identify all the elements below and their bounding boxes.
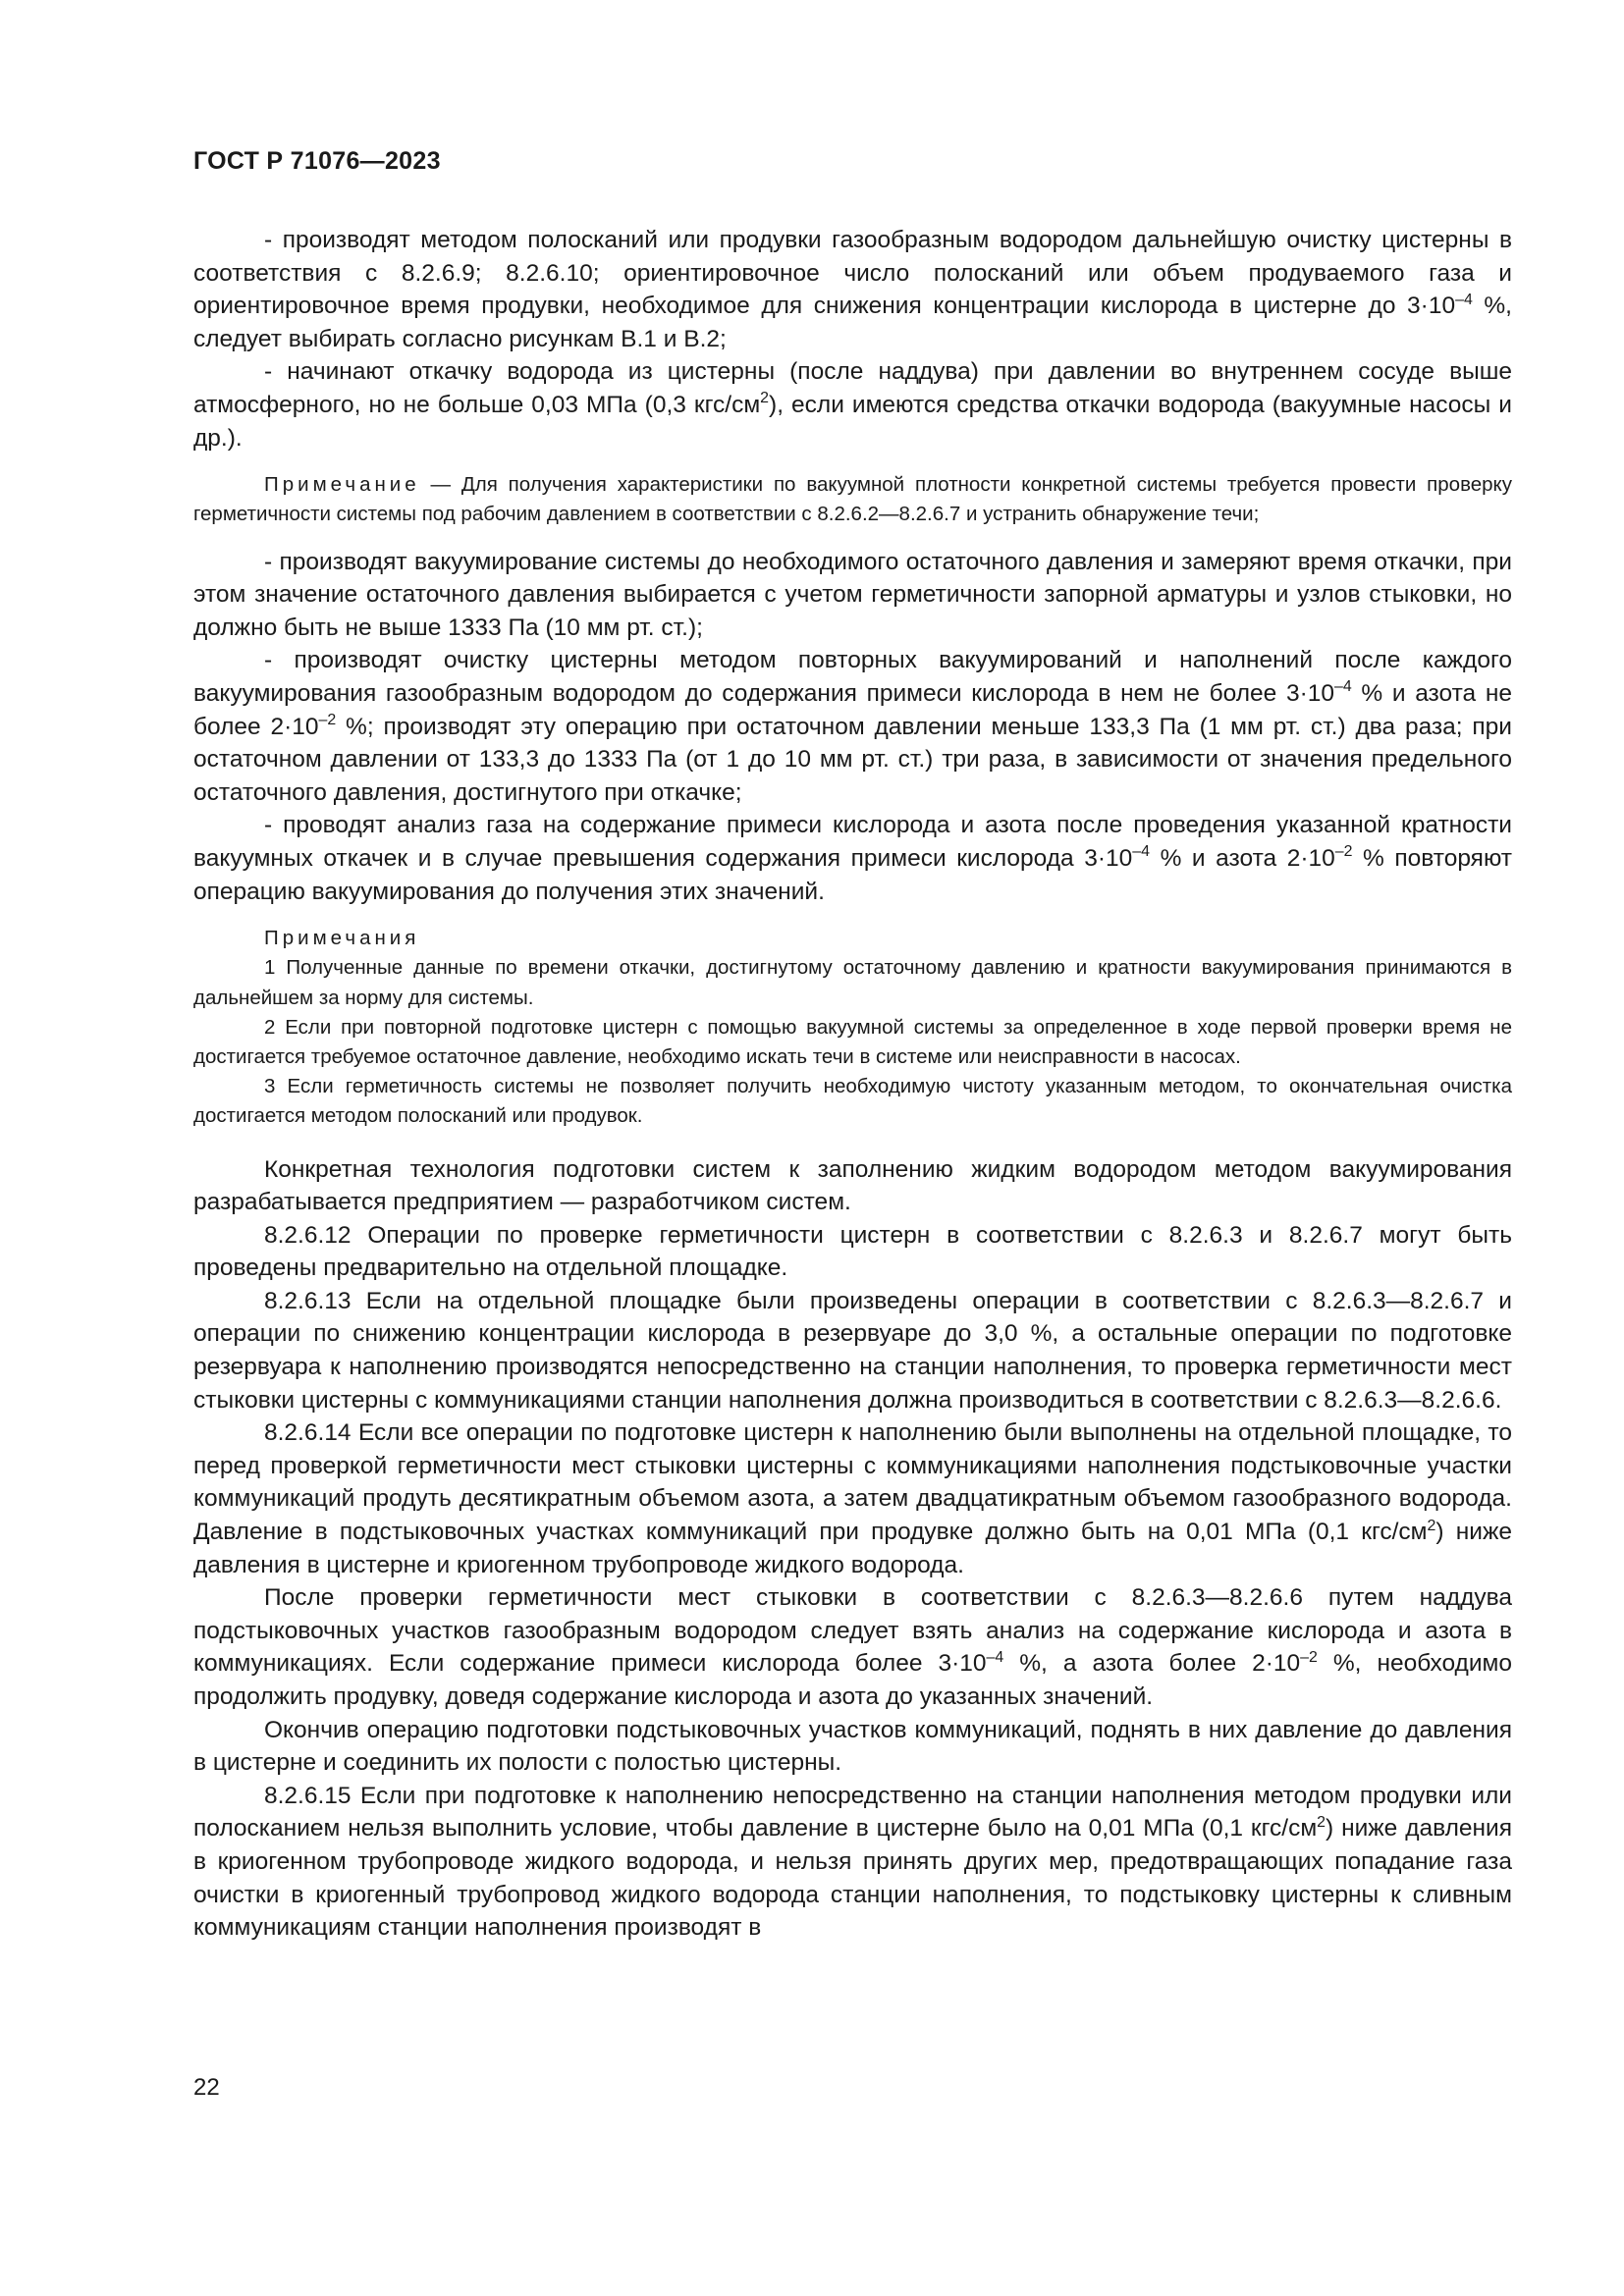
paragraph: - проводят анализ газа на содержание примеси кислорода и азота после проведения указанной кратности вакуумных откачек и в случае превышения содержания примеси кислорода $3\cdot 10^{-4}$ % и азота $2\cdot 10^{-2}$ % повторяют операцию вакуумирования до получения этих значений. (193, 812, 1513, 905)
paragraph: - начинают откачку водорода из цистерны (после наддува) при давлении во внутреннем сосуде выше атмосферного, но не больше 0,03 МПа (0,3 кгс/$см^2$), если имеются средства откачки водорода (вакуумные насосы и др.). (193, 358, 1512, 452)
note-item: 1 Полученные данные по времени откачки, достигнутому остаточному давлению и кратности вакуумирования принимаются в дальнейшем за норму для системы. (193, 956, 1512, 1009)
clause-8-2-6-12: 8.2.6.12 Операции по проверке герметичности цистерн в соответствии с 8.2.6.3 и 8.2.6.7 могут быть проведены предварительно на отдельной площадке. (193, 1221, 1512, 1282)
note-item: 3 Если герметичность системы не позволяет получить необходимую чистоту указанным методом, то окончательная очистка достигается методом полосканий или продувок. (193, 1075, 1512, 1128)
paragraph: - производят методом полосканий или продувки газообразным водородом дальнейшую очистку цистерны в соответствия с 8.2.6.9; 8.2.6.10; ориентировочное число полосканий или объем продуваемого газа и ориентировочное время продувки, необходимое для снижения концентрации кислорода в цистерне до $3\cdot 10^{-4}$ %, следует выбирать согласно рисункам В.1 и В.2; (193, 227, 1512, 352)
paragraph: Окончив операцию подготовки подстыковочных участков коммуникаций, поднять в них давление до давления в цистерне и соединить их полости с полостью цистерны. (193, 1716, 1512, 1777)
document-code: ГОСТ Р 71076—2023 (193, 147, 441, 175)
note-label: Примечание (264, 473, 420, 497)
clause-8-2-6-14: 8.2.6.14 Если все операции по подготовке цистерн к наполнению были выполнены на отдельной площадке, то перед проверкой герметичности мест стыковки цистерны с коммуникациями наполнения подстыковочные участки коммуникаций продуть десятикратным объемом азота, а затем двадцатикратным объемом газообразного водорода. Давление в подстыковочных участках коммуникаций при продувке должно быть на 0,01 МПа (0,1 кгс/$см^2$) ниже давления в цистерне и криогенном трубопроводе жидкого водорода. (193, 1419, 1512, 1578)
paragraph: Конкретная технология подготовки систем к заполнению жидким водородом методом вакуумирования разрабатывается предприятием — разработчиком систем. (193, 1155, 1512, 1216)
paragraph: После проверки герметичности мест стыковки в соответствии с 8.2.6.3—8.2.6.6 путем наддува подстыковочных участков газообразным водородом следует взять анализ на содержание кислорода и азота в коммуникациях. Если содержание примеси кислорода более $3\cdot 10^{-4}$ %, а азота более $2\cdot 10^{-2}$ %, необходимо продолжить продувку, доведя содержание кислорода и азота до указанных значений. (193, 1584, 1512, 1711)
clause-8-2-6-13: 8.2.6.13 Если на отдельной площадке были произведены операции в соответствии с 8.2.6.3—8.2.6.7 и операции по снижению концентрации кислорода в резервуаре до 3,0 %, а остальные операции по подготовке резервуара к наполнению производятся непосредственно на станции наполнения, то проверка герметичности мест стыковки цистерны с коммуникациями станции наполнения должна производиться в соответствии с 8.2.6.3—8.2.6.6. (193, 1287, 1512, 1414)
paragraph: - производят очистку цистерны методом повторных вакуумирований и наполнений после каждого вакуумирования газообразным водородом до содержания примеси кислорода в нем не более $3\cdot 10^{-4}$ % и азота не более $2\cdot 10^{-2}$ %; производят эту операцию при остаточном давлении меньше 133,3 Па (1 мм рт. ст.) два раза; при остаточном давлении от 133,3 до 1333 Па (от 1 до 10 мм рт. ст.) три раза, в зависимости от значения предельного остаточного давления, достигнутого при откачке; (193, 647, 1513, 806)
page-number: 22 (193, 2074, 220, 2101)
paragraph: - производят вакуумирование системы до необходимого остаточного давления и замеряют время откачки, при этом значение остаточного давления выбирается с учетом герметичности запорной арматуры и узлов стыковки, но должно быть не выше 1333 Па (10 мм рт. ст.); (193, 548, 1512, 641)
clause-8-2-6-15: 8.2.6.15 Если при подготовке к наполнению непосредственно на станции наполнения методом продувки или полосканием нельзя выполнить условие, чтобы давление в цистерне было на 0,01 МПа (0,1 кгс/$см^2$) ниже давления в криогенном трубопроводе жидкого водорода, и нельзя принять других мер, предотвращающих попадание газа очистки в криогенный трубопровод жидкого водорода станции наполнения, то подстыковку цистерны к сливным коммуникациям станции наполнения производят в (193, 1782, 1512, 1942)
note: Примечание — Для получения характеристики по вакуумной плотности конкретной системы требуется провести проверку герметичности системы под рабочим давлением в соответствии с 8.2.6.2—8.2.6.7 и устранить обнаружение течи; (193, 473, 1512, 526)
note-item: 2 Если при повторной подготовке цистерн с помощью вакуумной системы за определенное в ходе первой проверки время не достигается требуемое остаточное давление, необходимо искать течи в системе или неисправности в насосах. (193, 1015, 1512, 1068)
notes-heading: Примечания (264, 927, 420, 950)
main-content (193, 224, 1512, 1945)
